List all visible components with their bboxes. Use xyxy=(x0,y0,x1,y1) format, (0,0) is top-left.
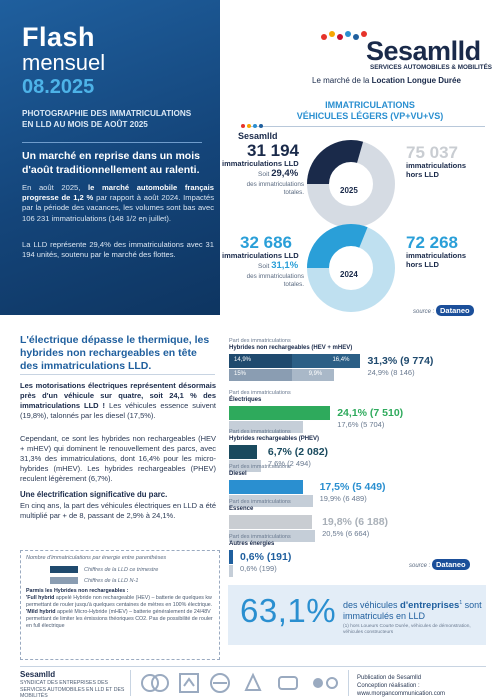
footer-separator-2 xyxy=(348,670,349,696)
energy-bar-mhev xyxy=(292,354,361,368)
energy-bar-n1-hev-label: 15% xyxy=(234,371,247,377)
energy-bar-n1 xyxy=(229,565,233,577)
section2-p3: En cinq ans, la part des véhicules électriques en LLD a été multiplié par + de 8, passant de 2,9% à 24,1%. xyxy=(20,501,216,520)
flash-title: Flash xyxy=(22,22,96,52)
legend-swatch-previous xyxy=(50,577,78,584)
energy-name: Diesel xyxy=(229,471,247,477)
energy-caption: Part des immatriculations xyxy=(229,390,291,396)
hero-divider xyxy=(22,142,202,143)
energy-name: Hybrides rechargeables (PHEV) xyxy=(229,436,320,442)
lld-share-2024: Soit 31,1% xyxy=(258,260,299,271)
legend-swatch-current xyxy=(50,566,78,573)
partner-logo-5-icon xyxy=(276,672,300,694)
lld-desc-2024: des immatriculations totales. xyxy=(246,273,304,288)
energy-pct: 0,6% (191) xyxy=(240,551,292,563)
energy-name: Électriques xyxy=(229,397,262,403)
footer-separator-1 xyxy=(130,670,131,696)
energy-name: Autres énergies xyxy=(229,541,275,547)
energy-caption: Part des immatriculations xyxy=(229,534,291,540)
legend-intro: Nombre d'immatriculations par énergie entre parenthèses xyxy=(26,555,167,561)
energy-caption: Part des immatriculations xyxy=(229,429,291,435)
energy-pct: 24,1% (7 510) xyxy=(337,407,404,419)
legend-item-previous: Chiffres de la LLD N-1 xyxy=(84,578,139,584)
energy-bar xyxy=(229,515,312,529)
energy-pct-n1: 19,9% (6 489) xyxy=(319,494,367,503)
partner-logo-6-icon xyxy=(310,672,340,694)
source-label-1: source : xyxy=(413,309,435,315)
section2-title: L'électrique dépasse le thermique, les hybrides non rechargeables en tête des immatriculations LLD. xyxy=(20,334,210,372)
energy-bar-hev-label: 14,9% xyxy=(234,357,252,363)
source-label-2: source : xyxy=(409,563,431,569)
partner-logo-4-icon xyxy=(242,672,264,694)
energy-pct: 31,3% (9 774) xyxy=(367,355,434,367)
energy-pct-n1: 0,6% (199) xyxy=(240,564,277,573)
energy-bar xyxy=(229,406,330,420)
energy-pct-n1: 24,9% (8 146) xyxy=(367,368,415,377)
lld-share-2025: Soit 29,4% xyxy=(258,168,299,179)
lld-label-2024: immatriculations LLD xyxy=(222,251,299,260)
hors-value-2024: 72 268 xyxy=(406,233,458,252)
energy-bar xyxy=(229,480,303,494)
hors-value-2025: 75 037 xyxy=(406,143,458,162)
legend-item-current: Chiffres de la LLD ce trimestre xyxy=(84,567,159,573)
donut-2024 xyxy=(305,222,397,314)
partner-logo-2-icon xyxy=(178,672,200,694)
energy-caption: Part des immatriculations xyxy=(229,464,291,470)
year-2025: 2025 xyxy=(340,186,358,195)
hero-panel xyxy=(0,0,220,315)
hero-paragraph-1: En août 2025, le marché automobile français progresse de 1,2 % par rapport à août 2024. Impactés par la période des vacances, les volumes sont bas avec 106 231 immatriculations (148 1/2 en juillet). xyxy=(22,183,214,223)
energy-caption: Part des immatriculations xyxy=(229,499,291,505)
highlight-text: des véhicules d'entreprises$^1$ sont immatriculés en LLD xyxy=(343,600,482,621)
footer-brand: Sesamlld xyxy=(20,670,56,679)
energy-pct-n1: 17,6% (5 704) xyxy=(337,420,385,429)
footer-publication: Publication de Sesamlld Conception réalisation : www.morgancommunication.com xyxy=(357,675,446,697)
partner-logo-3-icon xyxy=(206,672,234,694)
energy-pct: 19,8% (6 188) xyxy=(322,516,389,528)
energy-bar-n1-mhev-label: 9,9% xyxy=(308,371,323,377)
energy-pct-n1: 20,5% (6 664) xyxy=(322,529,370,538)
section2-p1: Les motorisations électriques représentent désormais près d'un véhicule sur quatre, soit 24,1 % des immatriculations LLD ! Les véhicules essence suivent (19,8%), talonnés par les diesel (17,5%). xyxy=(20,381,217,420)
issue-date: 08.2025 xyxy=(22,76,95,98)
year-2024: 2024 xyxy=(340,270,358,279)
energy-pct: 6,7% (2 082) xyxy=(267,446,329,458)
legend-note: Parmis les Hybrides non rechargeables : 'Full hybrid appelé Hybride non rechargeable (HEV) – batterie de quelques kw permettant de rouler jusqu'à quelques centaines de mètres en 100% électrique. 'Mild hybrid appelé Micro-Hybride (mHEV) – batterie généralement de 24/48V permettant de limiter les émissions théoriques CO2. Pas de possibilité de rouler en full électrique xyxy=(26,588,213,629)
dataneo-logo-1: Dataneo xyxy=(436,305,474,316)
photo-heading: PHOTOGRAPHIE DES IMMATRICULATIONS EN LLD AU MOIS DE AOÛT 2025 xyxy=(22,109,192,129)
logo-dots-icon xyxy=(320,30,368,44)
donut-2025 xyxy=(305,138,397,230)
immat-title: IMMATRICULATIONS VÉHICULES LÉGERS (VP+VU+VS) xyxy=(296,100,444,121)
energy-name: Hybrides non rechargeables (HEV + mHEV) xyxy=(229,345,353,351)
partner-logo-1-icon xyxy=(140,670,170,696)
brand-tagline: Le marché de la Location Longue Durée xyxy=(312,76,461,85)
energy-pct: 17,5% (5 449) xyxy=(319,481,386,493)
energy-bar xyxy=(229,550,233,564)
energy-name: Essence xyxy=(229,506,254,512)
energy-bar-mhev-label: 16,4% xyxy=(332,357,350,363)
energy-bar xyxy=(229,445,257,459)
section2-p2: Cependant, ce sont les hybrides non rechargeables (HEV + mHEV) qui dominent le renouvellement des parcs, avec 31,3% des immatriculations, dont 16,4% pour les micro-hybrides (mHEV). Les hybrides rechargeables (PHEV) reculent légèrement (6,7%). xyxy=(20,434,216,483)
footer-divider xyxy=(20,666,486,667)
hors-label-2024: immatriculations hors LLD xyxy=(406,251,467,269)
energy-caption: Part des immatriculations xyxy=(229,338,291,344)
lld-desc-2025: des immatriculations totales. xyxy=(246,181,304,196)
hors-label-2025: immatriculations hors LLD xyxy=(406,161,467,179)
mensuel-title: mensuel xyxy=(22,50,106,75)
mini-logo-dots-icon xyxy=(240,123,266,129)
brand-logo: Sesamlld xyxy=(366,36,481,66)
lld-value-2024: 32 686 xyxy=(240,233,292,252)
highlight-footnote: (1) hors Loueurs Courte Durée, véhicules de démonstration, véhicules constructeurs xyxy=(343,624,471,635)
hero-lead: Un marché en reprise dans un mois d'août traditionnellement au ralenti. xyxy=(22,150,200,176)
hero-paragraph-2: La LLD représente 29,4% des immatriculations avec 31 194 unités, soutenu par le marché des flottes. xyxy=(22,240,214,260)
dataneo-logo-2: Dataneo xyxy=(432,559,470,570)
lld-label-2025: immatriculations LLD xyxy=(222,159,299,168)
section2-subheading: Une électrification significative du parc. xyxy=(20,490,168,499)
highlight-percentage: 63,1% xyxy=(240,592,337,629)
brand-subtitle: SERVICES AUTOMOBILES & MOBILITÉS xyxy=(370,64,492,71)
immat-divider xyxy=(250,126,485,127)
energy-pct-n1: 7,6% (2 494) xyxy=(267,459,311,468)
lld-value-2025: 31 194 xyxy=(247,141,299,160)
footer-subtitle: SYNDICAT DES ENTREPRISES DES SERVICES AUTOMOBILES EN LLD ET DES MOBILITÉS xyxy=(20,680,125,699)
section2-divider xyxy=(20,374,215,375)
